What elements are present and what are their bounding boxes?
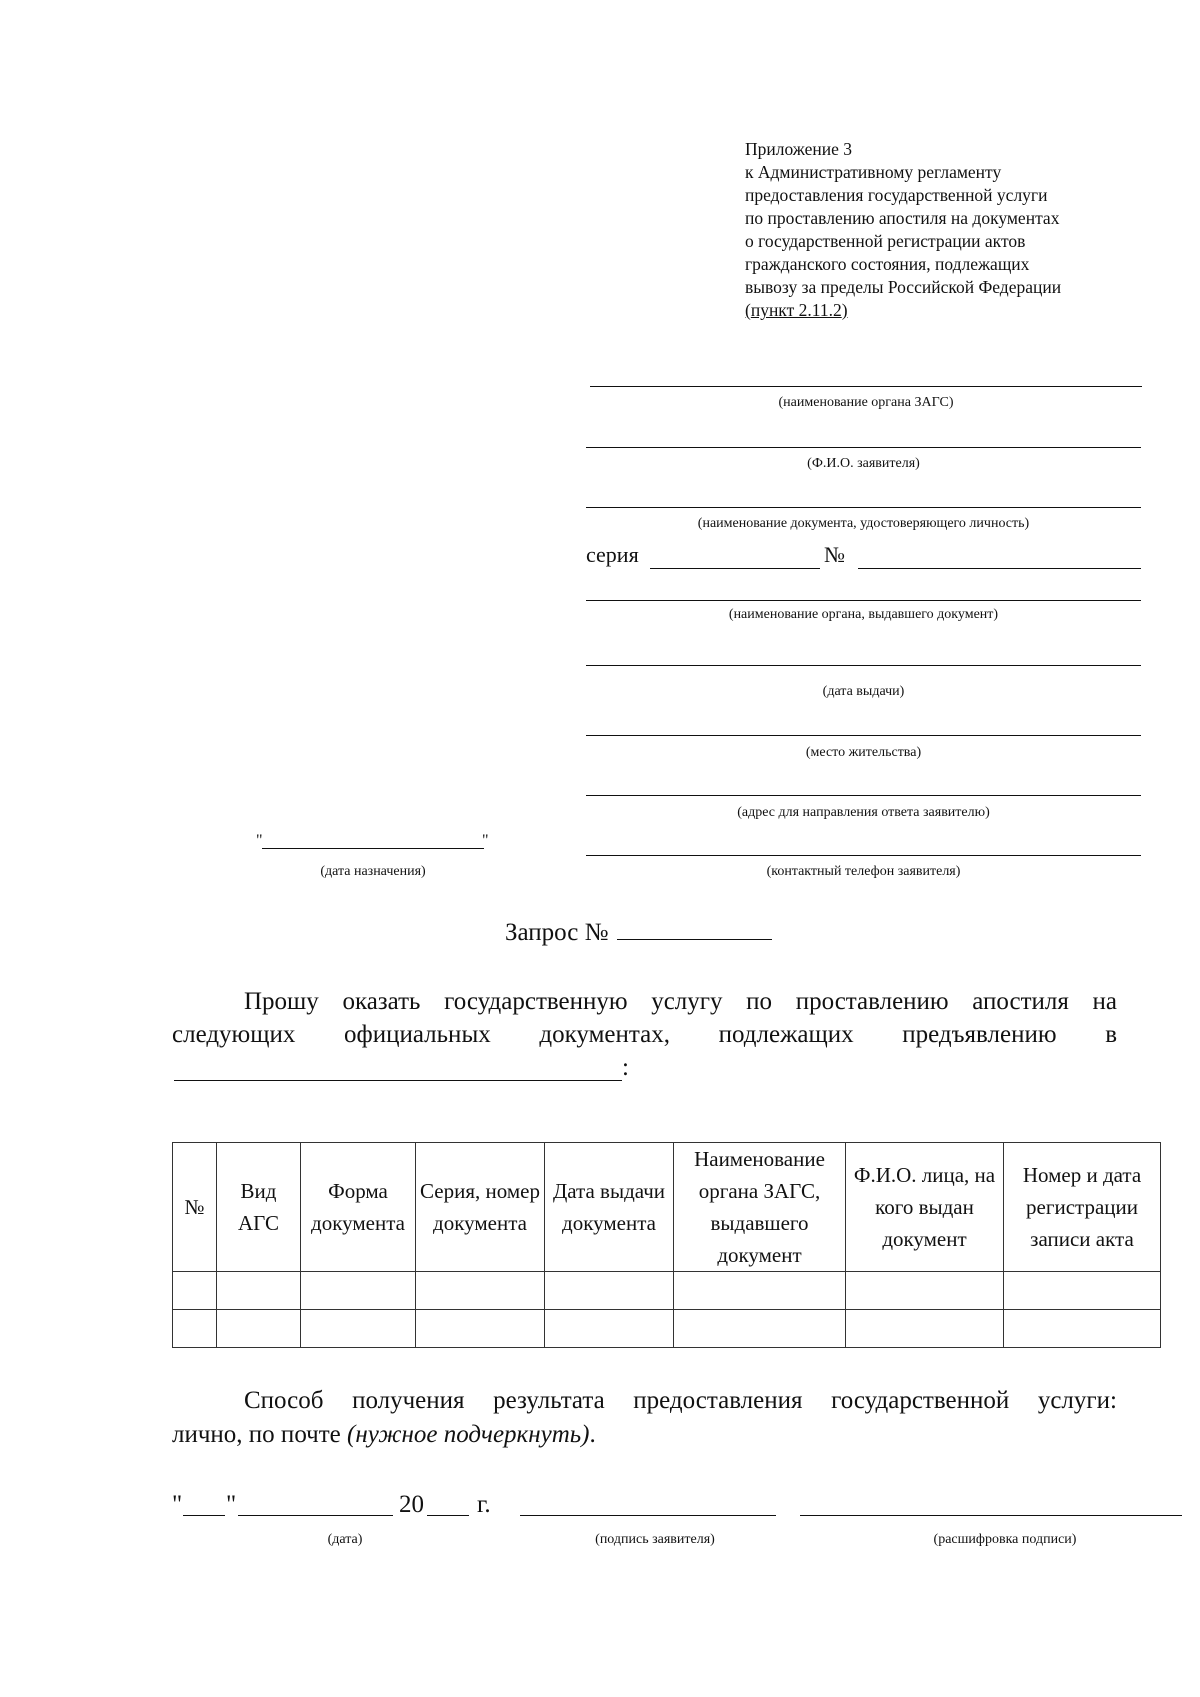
column-header: Форма документа [301, 1143, 416, 1272]
table-cell[interactable] [674, 1272, 846, 1310]
column-header: Наименование органа ЗАГС, выдавшего документ [674, 1143, 846, 1272]
appendix-line: по проставлению апостиля на документах [745, 208, 1060, 228]
appendix-header [745, 138, 1165, 322]
method-line2: лично, по почте (нужное подчеркнуть). [172, 1421, 596, 1448]
table-cell[interactable] [173, 1310, 217, 1348]
appendix-line: гражданского состояния, подлежащих [745, 254, 1030, 274]
reply-address-caption: (адрес для направления ответа заявителю) [737, 805, 990, 820]
series-label: серия [586, 542, 639, 567]
fio-field[interactable] [586, 447, 1141, 448]
request-body-line2: следующих официальных документах, подлежащих предъявлению в [172, 1021, 1117, 1048]
signature-transcript-field[interactable] [800, 1515, 1182, 1516]
appointment-quote-open: " [256, 832, 263, 849]
table-cell[interactable] [545, 1310, 674, 1348]
column-header: Ф.И.О. лица, на кого выдан документ [846, 1143, 1004, 1272]
column-header: Номер и дата регистрации записи акта [1004, 1143, 1161, 1272]
zags-field[interactable] [590, 386, 1142, 387]
number-label: № [824, 542, 845, 567]
table-cell[interactable] [416, 1272, 545, 1310]
table-cell[interactable] [217, 1272, 301, 1310]
id-document-caption: (наименование документа, удостоверяющего личность) [697, 516, 1030, 531]
table-cell[interactable] [545, 1272, 674, 1310]
table-cell[interactable] [1004, 1272, 1161, 1310]
request-title [505, 915, 772, 949]
date-quote-close: " [226, 1491, 237, 1518]
reply-address-field[interactable] [586, 795, 1141, 796]
request-body-line1: Прошу оказать государственную услугу по проставлению апостиля на [244, 988, 1117, 1015]
issue-date-field[interactable] [586, 665, 1141, 666]
residence-field[interactable] [586, 735, 1141, 736]
table-header-row [173, 1143, 1161, 1272]
column-header: № [173, 1143, 217, 1272]
number-field[interactable] [858, 568, 1141, 569]
request-number-field[interactable] [617, 915, 772, 940]
fio-caption: (Ф.И.О. заявителя) [807, 456, 920, 471]
table-row [173, 1272, 1161, 1310]
table-cell[interactable] [217, 1310, 301, 1348]
request-title-text: Запрос № [505, 919, 609, 946]
documents-table [172, 1142, 1161, 1348]
appendix-line: Приложение 3 [745, 139, 853, 159]
phone-field[interactable] [586, 855, 1141, 856]
method-note: (нужное подчеркнуть) [347, 1421, 590, 1448]
id-document-field[interactable] [586, 507, 1141, 508]
appendix-line: предоставления государственной услуги [745, 185, 1048, 205]
date-year-suffix: г. [477, 1491, 491, 1518]
date-quote-open: " [172, 1491, 183, 1518]
table-cell[interactable] [846, 1272, 1004, 1310]
phone-caption: (контактный телефон заявителя) [766, 864, 961, 879]
date-caption: (дата) [327, 1532, 363, 1547]
method-line1: Способ получения результата предоставления государственной услуги: [244, 1387, 1117, 1414]
date-day-field[interactable] [183, 1515, 225, 1516]
issue-date-caption: (дата выдачи) [822, 684, 905, 699]
table-cell[interactable] [1004, 1310, 1161, 1348]
date-year-prefix: 20 [399, 1491, 424, 1518]
issuer-caption: (наименование органа, выдавшего документ) [728, 607, 999, 622]
appendix-line: о государственной регистрации актов [745, 231, 1026, 251]
table-cell[interactable] [416, 1310, 545, 1348]
series-number-row [586, 540, 1141, 570]
appendix-line: к Административному регламенту [745, 162, 1002, 182]
transcript-caption: (расшифровка подписи) [933, 1532, 1077, 1547]
appendix-reference-link[interactable]: (пункт 2.11.2) [745, 300, 848, 320]
appointment-date-field[interactable] [262, 848, 484, 849]
signature-caption: (подпись заявителя) [595, 1532, 715, 1547]
appointment-caption: (дата назначения) [320, 864, 426, 879]
country-colon: : [622, 1054, 629, 1081]
date-month-field[interactable] [238, 1515, 393, 1516]
appendix-line: вывозу за пределы Российской Федерации [745, 277, 1062, 297]
series-field[interactable] [650, 568, 820, 569]
signature-field[interactable] [520, 1515, 776, 1516]
column-header: Серия, номер документа [416, 1143, 545, 1272]
table-cell[interactable] [674, 1310, 846, 1348]
table-cell[interactable] [301, 1272, 416, 1310]
country-field[interactable] [174, 1080, 622, 1081]
residence-caption: (место жительства) [805, 745, 922, 760]
issuer-field[interactable] [586, 600, 1141, 601]
table-row [173, 1310, 1161, 1348]
date-year-field[interactable] [427, 1515, 469, 1516]
column-header: Вид АГС [217, 1143, 301, 1272]
column-header: Дата выдачи документа [545, 1143, 674, 1272]
zags-caption: (наименование органа ЗАГС) [778, 395, 954, 410]
appointment-quote-close: " [482, 832, 489, 849]
table-cell[interactable] [846, 1310, 1004, 1348]
table-cell[interactable] [301, 1310, 416, 1348]
table-cell[interactable] [173, 1272, 217, 1310]
